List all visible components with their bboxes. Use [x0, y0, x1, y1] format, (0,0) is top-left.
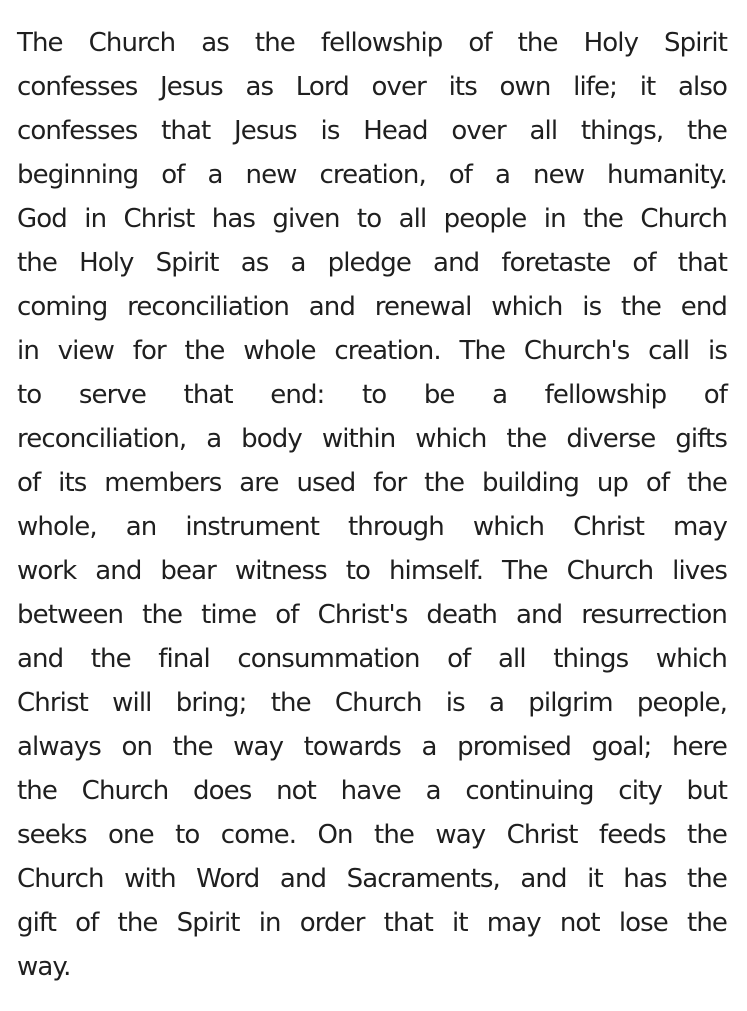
text-line: The Church as the fellowship of the Holy Spirit: [17, 28, 727, 58]
text-line: confesses that Jesus is Head over all things, the: [17, 116, 727, 146]
text-line: coming reconciliation and renewal which is the end: [17, 292, 727, 322]
text-line: the Holy Spirit as a pledge and foretaste of that: [17, 248, 727, 278]
text-line: way.: [17, 952, 71, 982]
text-line: Christ will bring; the Church is a pilgrim people,: [17, 688, 727, 718]
text-line: work and bear witness to himself. The Church lives: [17, 556, 727, 586]
text-line: beginning of a new creation, of a new humanity.: [17, 160, 727, 190]
text-line: confesses Jesus as Lord over its own life; it also: [17, 72, 727, 102]
text-line: between the time of Christ's death and resurrection: [17, 600, 727, 630]
text-line: the Church does not have a continuing city but: [17, 776, 727, 806]
text-line: in view for the whole creation. The Church's call is: [17, 336, 727, 366]
text-line: reconciliation, a body within which the diverse gifts: [17, 424, 727, 454]
text-line: of its members are used for the building up of the: [17, 468, 727, 498]
text-line: to serve that end: to be a fellowship of: [17, 380, 727, 410]
text-line: and the final consummation of all things which: [17, 644, 727, 674]
body-paragraph: [17, 21, 727, 989]
text-line: whole, an instrument through which Christ may: [17, 512, 727, 542]
text-line: God in Christ has given to all people in the Church: [17, 204, 727, 234]
text-line: gift of the Spirit in order that it may not lose the: [17, 908, 727, 938]
text-line: Church with Word and Sacraments, and it has the: [17, 864, 727, 894]
text-line: always on the way towards a promised goal; here: [17, 732, 727, 762]
text-line: seeks one to come. On the way Christ feeds the: [17, 820, 727, 850]
